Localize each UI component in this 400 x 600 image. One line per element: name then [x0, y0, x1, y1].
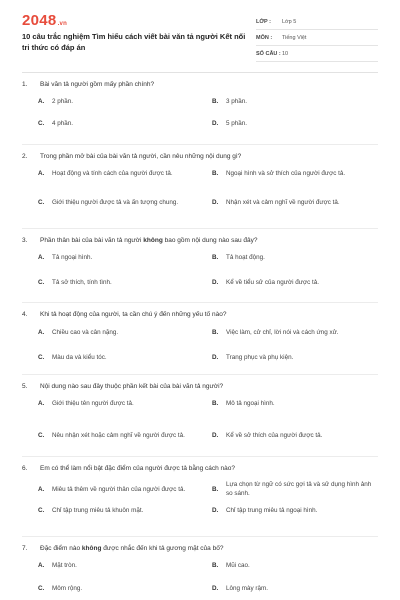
question-text — [22, 236, 382, 245]
question-number: 5. — [22, 383, 28, 390]
option-label: D. — [212, 119, 219, 127]
meta-row-grade — [256, 14, 378, 30]
option-text: Tả hoạt động. — [226, 253, 265, 261]
question-number: 7. — [22, 545, 28, 552]
question-number: 1. — [22, 81, 28, 88]
option-text: Kể về sở thích của người được tả. — [226, 431, 323, 439]
option-label: A. — [38, 97, 45, 105]
answer-option[interactable] — [212, 118, 372, 128]
answer-option[interactable] — [212, 560, 372, 570]
answer-option[interactable] — [38, 505, 198, 515]
option-text: Chỉ tập trung miêu tả ngoại hình. — [226, 506, 318, 514]
option-text: Chỉ tập trung miêu tả khuôn mặt. — [52, 506, 144, 514]
option-label: C. — [38, 506, 45, 514]
answer-option[interactable] — [212, 583, 372, 593]
meta-key: LỚP : — [256, 18, 271, 25]
option-label: A. — [38, 561, 45, 569]
option-label: C. — [38, 278, 45, 286]
option-label: D. — [212, 353, 219, 361]
answer-option[interactable] — [38, 560, 198, 570]
meta-key: MÔN : — [256, 34, 273, 41]
option-label: B. — [212, 169, 219, 177]
question-emphasis: không — [81, 545, 102, 552]
option-text: Ngoại hình và sở thích của người được tả. — [226, 169, 346, 177]
answer-option[interactable] — [38, 193, 198, 211]
option-text: Nêu nhận xét hoặc cảm nghĩ về người được tả. — [52, 431, 185, 439]
meta-row-subject — [256, 30, 378, 46]
answer-option[interactable] — [38, 252, 198, 262]
option-label: D. — [212, 278, 219, 286]
option-label: C. — [38, 119, 45, 127]
option-text: Môm rộng. — [52, 584, 83, 592]
option-label: B. — [212, 399, 219, 407]
logo-suffix: .vn — [57, 21, 68, 27]
option-text: Tả ngoại hình. — [52, 253, 93, 261]
meta-table — [256, 14, 378, 62]
answer-option[interactable] — [212, 352, 372, 362]
option-text: Chiều cao và cân nặng. — [52, 328, 119, 336]
option-text: Giới thiệu tên người được tả. — [52, 399, 134, 407]
option-text: Nhận xét và cảm nghĩ về người được tả. — [226, 198, 340, 206]
question-emphasis: không — [143, 237, 163, 244]
question-stem: Phần thân bài của bài văn tả người — [40, 237, 144, 244]
question-separator — [22, 302, 378, 303]
answer-option[interactable] — [212, 96, 372, 106]
meta-value: 10 — [282, 50, 289, 57]
question-stem: Em có thể làm nổi bật đặc điểm của người được tả bằng cách nào? — [40, 465, 236, 472]
answer-option[interactable] — [212, 505, 372, 515]
option-text: Mặt tròn. — [52, 561, 77, 569]
question-separator — [22, 144, 378, 145]
answer-option[interactable] — [212, 168, 372, 178]
question-text — [22, 310, 382, 319]
answer-option[interactable] — [212, 277, 372, 287]
option-text: 2 phần. — [52, 97, 74, 105]
logo-text: 2048 — [22, 12, 57, 29]
answer-option[interactable] — [38, 583, 198, 593]
option-label: B. — [212, 328, 219, 336]
question-number: 2. — [22, 153, 28, 160]
meta-value: Lớp 5 — [282, 18, 297, 25]
option-label: B. — [212, 561, 219, 569]
answer-option[interactable] — [212, 480, 372, 498]
option-text: Màu da và kiểu tóc. — [52, 353, 107, 361]
question-separator — [22, 456, 378, 457]
question-text — [22, 80, 382, 89]
option-text: Lựa chọn từ ngữ có sức gợi tả và sử dụng hình ảnh so sánh. — [226, 481, 372, 497]
option-text: Giới thiệu người được tả và ấn tượng chung. — [52, 198, 179, 206]
question-separator — [22, 228, 378, 229]
question-stem: Khi tả hoạt động của người, ta cần chú ý đến những yếu tố nào? — [40, 311, 227, 318]
option-label: B. — [212, 253, 219, 261]
option-label: D. — [212, 431, 219, 439]
answer-option[interactable] — [38, 426, 198, 444]
question-text — [22, 544, 382, 553]
answer-option[interactable] — [38, 96, 198, 106]
question-stem: Nội dung nào sau đây thuộc phần kết bài của bài văn tả người? — [40, 383, 224, 390]
option-text: Tả sở thích, tính tình. — [52, 278, 112, 286]
question-stem: Trong phần mở bài của bài văn tả người, cần nêu những nội dung gì? — [40, 153, 242, 160]
answer-option[interactable] — [38, 398, 198, 408]
option-text: Trang phục và phụ kiện. — [226, 353, 294, 361]
option-label: D. — [212, 506, 219, 514]
question-stem-end: bao gồm nội dung nào sau đây? — [162, 237, 258, 244]
question-separator — [22, 536, 378, 537]
question-text — [22, 464, 382, 473]
answer-option[interactable] — [212, 252, 372, 262]
answer-option[interactable] — [212, 426, 372, 444]
question-stem: Bài văn tả người gồm mấy phần chính? — [40, 81, 155, 88]
answer-option[interactable] — [38, 352, 198, 362]
option-label: C. — [38, 431, 45, 439]
meta-key: SỐ CÂU : — [256, 50, 281, 57]
answer-option[interactable] — [38, 277, 198, 287]
option-label: B. — [212, 485, 219, 493]
option-label: A. — [38, 169, 45, 177]
option-text: Kể về tiểu sử của người được tả. — [226, 278, 320, 286]
document-title: 10 câu trắc nghiệm Tìm hiểu cách viết bài văn tả người Kết nối tri thức có đáp án — [22, 32, 246, 52]
question-separator — [22, 374, 378, 375]
header-divider — [22, 72, 378, 73]
question-text — [22, 382, 382, 391]
option-label: A. — [38, 253, 45, 261]
option-text: 5 phần. — [226, 119, 248, 127]
option-label: A. — [38, 485, 45, 493]
option-label: C. — [38, 584, 45, 592]
option-label: B. — [212, 97, 219, 105]
site-logo[interactable] — [22, 12, 67, 29]
answer-option[interactable] — [212, 398, 372, 408]
option-label: A. — [38, 399, 45, 407]
option-text: 4 phần. — [52, 119, 74, 127]
option-label: C. — [38, 353, 45, 361]
question-stem-end: được nhắc đến khi tả gương mặt của bố? — [101, 545, 224, 552]
option-text: 3 phần. — [226, 97, 248, 105]
option-text: Lông mày rậm. — [226, 584, 268, 592]
option-text: Hoạt động và tính cách của người được tả. — [52, 169, 173, 177]
option-text: Miêu tả thêm về người thân của người được tả. — [52, 485, 186, 493]
question-number: 4. — [22, 311, 28, 318]
option-text: Mũi cao. — [226, 561, 250, 569]
option-label: C. — [38, 198, 45, 206]
meta-row-count — [256, 46, 378, 62]
answer-option[interactable] — [38, 480, 198, 498]
question-number: 3. — [22, 237, 28, 244]
answer-option[interactable] — [38, 168, 198, 178]
meta-value: Tiếng Việt — [282, 34, 307, 41]
option-text: Việc làm, cử chỉ, lời nói và cách ứng xử. — [226, 328, 339, 336]
answer-option[interactable] — [38, 118, 198, 128]
answer-option[interactable] — [212, 327, 372, 337]
option-label: D. — [212, 584, 219, 592]
page-header — [0, 0, 400, 70]
option-text: Mô tả ngoại hình. — [226, 399, 275, 407]
question-number: 6. — [22, 465, 28, 472]
question-text — [22, 152, 382, 161]
option-label: D. — [212, 198, 219, 206]
option-label: A. — [38, 328, 45, 336]
answer-option[interactable] — [38, 327, 198, 337]
question-stem: Đặc điểm nào — [40, 545, 82, 552]
answer-option[interactable] — [212, 193, 372, 211]
